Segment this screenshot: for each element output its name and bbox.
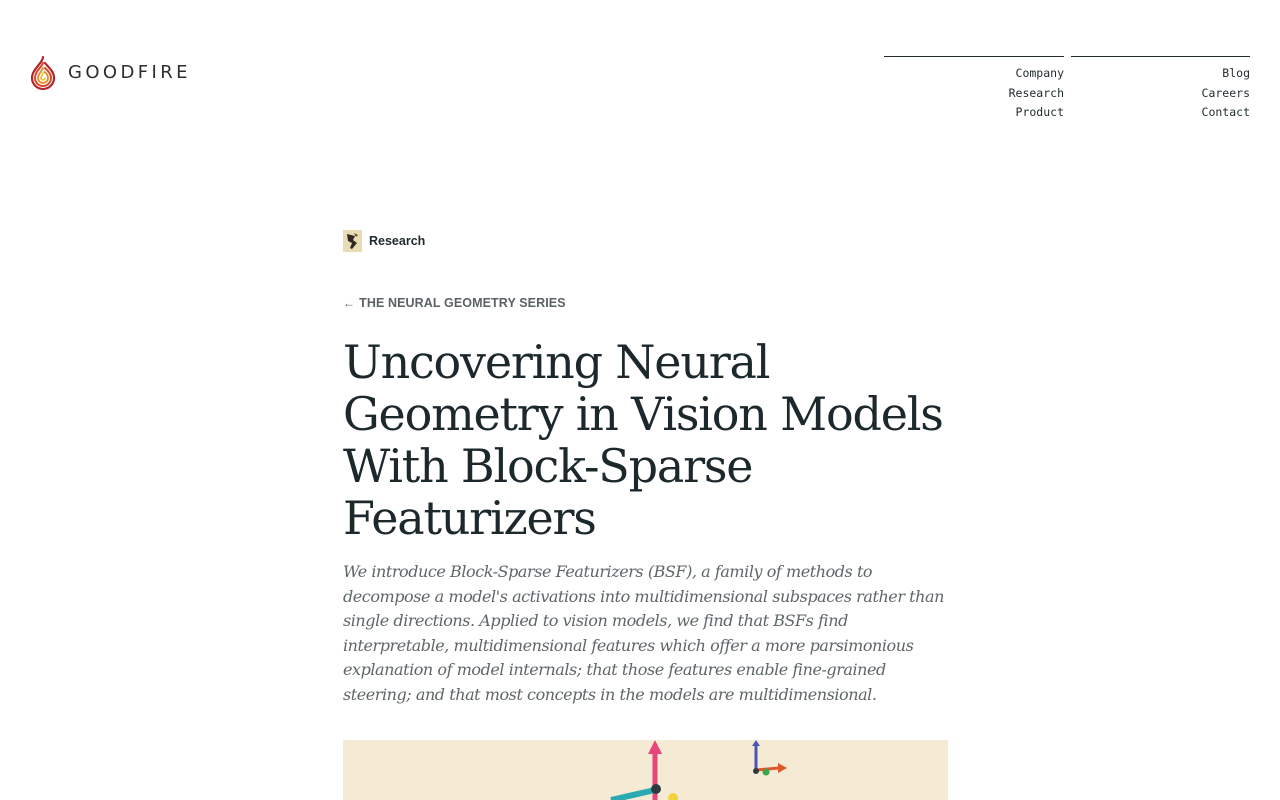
nav-link-company[interactable]: Company xyxy=(1015,66,1064,80)
3d-axes-geometry-illustration xyxy=(343,740,948,800)
nav-link-blog[interactable]: Blog xyxy=(1222,66,1250,80)
nav-link-careers[interactable]: Careers xyxy=(1201,85,1250,100)
goodfire-flame-icon xyxy=(30,55,56,90)
secondary-nav xyxy=(1071,56,1250,123)
article xyxy=(343,230,948,707)
nav-link-contact[interactable]: Contact xyxy=(1201,105,1250,119)
series-back-link[interactable] xyxy=(343,296,948,310)
article-title: Uncovering Neural Geometry in Vision Models With Block-Sparse Featurizers xyxy=(343,335,943,545)
article-summary: We introduce Block-Sparse Featurizers (BSF), a family of methods to decompose a model's activations into multidimensional subspaces rather than single directions. Applied to vision models, we find that BSFs find interpretable, multidimensional features which offer a more parsimonious explanation of model internals; that those features enable fine-grained steering; and that most concepts in the models are multidimensional. xyxy=(343,562,944,704)
nav-link-product[interactable]: Product xyxy=(1015,105,1064,119)
nav-link-research[interactable]: Research xyxy=(1008,85,1064,100)
arrow-left-icon: ← xyxy=(343,296,356,310)
category-link-research[interactable]: Research xyxy=(369,234,426,248)
research-thumbnail-icon xyxy=(343,230,362,252)
brand-name: GOODFIRE xyxy=(68,62,191,83)
primary-nav xyxy=(884,56,1064,123)
series-label: THE NEURAL GEOMETRY SERIES xyxy=(359,296,566,310)
hero-image xyxy=(343,740,948,800)
category-tag xyxy=(343,230,948,252)
goodfire-logo-link[interactable] xyxy=(30,55,191,90)
